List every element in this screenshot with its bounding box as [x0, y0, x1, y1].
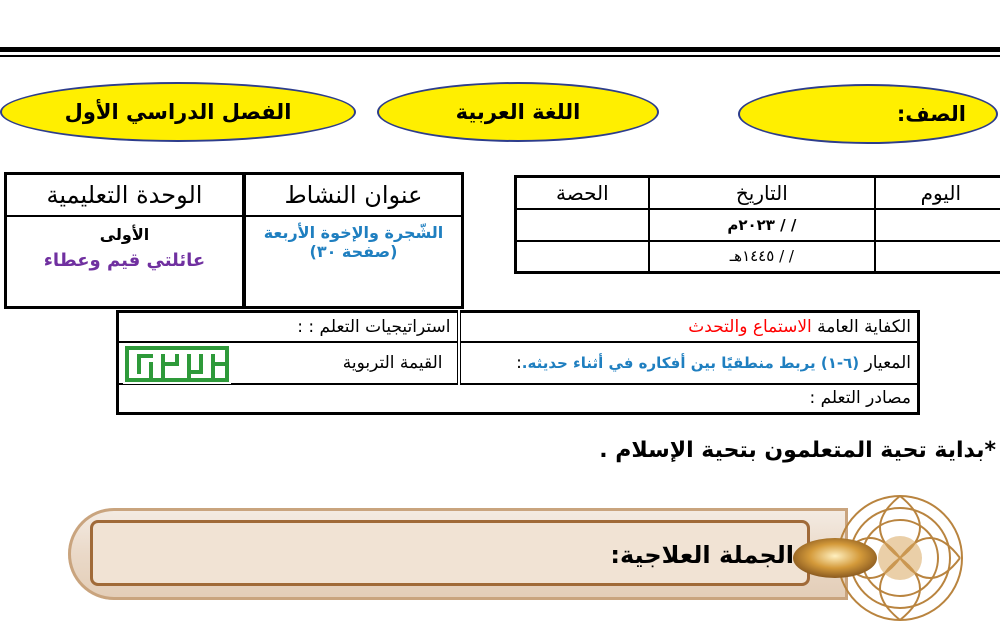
subject-oval — [377, 82, 659, 142]
period-cell-2 — [516, 241, 649, 273]
top-rule-thick — [0, 47, 1000, 52]
competency-label: الكفاية العامة — [817, 316, 911, 337]
sources-cell — [118, 384, 919, 414]
competency-value: الاستماع والتحدث — [688, 316, 812, 337]
period-header: الحصة — [516, 177, 649, 209]
day-cell-1 — [875, 209, 1000, 241]
subject-label: اللغة العربية — [455, 100, 581, 124]
unit-header: الوحدة التعليمية — [6, 174, 244, 216]
date-table — [514, 175, 1000, 274]
unit-name: عائلتي قيم وعطاء — [43, 249, 206, 271]
sources-label: مصادر التعلم : — [809, 388, 911, 409]
top-rule-thin — [0, 55, 1000, 57]
kufic-logo-icon — [123, 344, 231, 384]
standard-value: (٦-١) يربط منطقيًا بين أفكاره في أثناء حديثه. — [521, 353, 860, 372]
activity-cell — [244, 216, 463, 308]
standard-suffix: : — [516, 352, 522, 373]
competency-cell — [459, 312, 919, 342]
banner-title: الجملة العلاجية: — [610, 541, 794, 569]
grade-label: الصف: — [896, 102, 966, 126]
center-jewel-icon — [790, 534, 880, 582]
gregorian-date: / / ٢٠٢٣م — [649, 209, 875, 241]
strategies-label: استراتيجيات التعلم : : — [297, 316, 451, 337]
strategies-cell — [118, 312, 459, 342]
activity-title: الشّجرة والإخوة الأربعة — [263, 222, 444, 242]
standard-label: المعيار — [864, 352, 911, 373]
date-header: التاريخ — [649, 177, 875, 209]
day-cell-2 — [875, 241, 1000, 273]
activity-page: (صفحة ٣٠) — [309, 241, 398, 261]
unit-activity-table — [4, 172, 464, 309]
value-label: القيمة التربوية — [342, 352, 443, 373]
standard-cell — [459, 342, 919, 384]
unit-cell — [6, 216, 244, 308]
greeting-line: *بداية تحية المتعلمون بتحية الإسلام . — [599, 438, 996, 463]
value-cell — [118, 342, 459, 384]
term-label: الفصل الدراسي الأول — [64, 100, 292, 124]
period-cell-1 — [516, 209, 649, 241]
info-table — [116, 310, 920, 415]
hijri-date: / / ١٤٤٥هـ — [649, 241, 875, 273]
term-oval — [0, 82, 356, 142]
grade-oval — [738, 84, 998, 144]
activity-header: عنوان النشاط — [244, 174, 463, 216]
day-header: اليوم — [875, 177, 1000, 209]
unit-number: الأولى — [99, 224, 150, 244]
